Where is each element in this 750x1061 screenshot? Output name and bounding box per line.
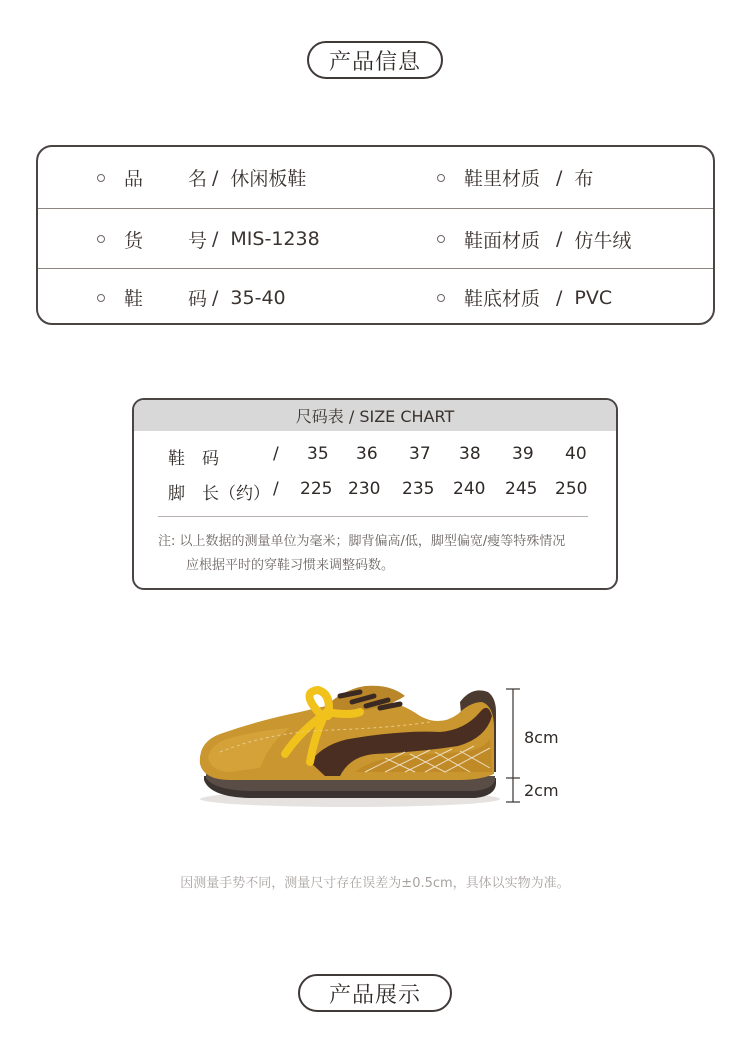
bullet-icon — [97, 174, 105, 182]
info-label: 鞋底材质 — [464, 288, 541, 310]
separator: / — [212, 228, 219, 250]
size-value: 38 — [459, 444, 481, 464]
info-label: 鞋 — [124, 288, 144, 310]
size-row-length — [134, 475, 616, 505]
size-value: 37 — [409, 444, 431, 464]
info-row — [38, 147, 713, 208]
info-cell-sole — [437, 269, 612, 325]
separator: / — [212, 166, 219, 189]
bullet-icon — [437, 294, 445, 302]
separator: / — [556, 228, 563, 250]
separator: / — [273, 479, 279, 499]
size-chart-note — [158, 530, 565, 578]
product-info-table — [36, 145, 715, 325]
info-cell-sku — [97, 209, 320, 269]
size-value: 35 — [307, 444, 329, 464]
size-row-label: 码 — [202, 449, 219, 469]
info-row — [38, 268, 713, 325]
bullet-icon — [97, 235, 105, 243]
info-label: 货 — [124, 229, 144, 252]
info-row — [38, 208, 713, 269]
size-value: 39 — [512, 444, 534, 464]
info-cell-name — [97, 147, 306, 208]
length-value: 240 — [453, 479, 486, 499]
separator: / — [212, 286, 219, 309]
info-value: PVC — [574, 286, 613, 309]
separator: / — [556, 286, 563, 309]
measurement-upper: 8cm — [524, 728, 559, 747]
size-row-code — [134, 440, 616, 470]
section-title-product-display: 产品展示 — [298, 974, 452, 1012]
length-value: 225 — [300, 479, 333, 499]
bullet-icon — [437, 235, 445, 243]
size-value: 40 — [565, 444, 587, 464]
note-line: 应根据平时的穿鞋习惯来调整码数。 — [186, 558, 395, 573]
info-value: MIS-1238 — [230, 228, 320, 250]
info-cell-size — [97, 269, 286, 325]
info-label: 名 — [188, 168, 208, 190]
note-line: 注: 以上数据的测量单位为毫米；脚背偏高/低，脚型偏宽/瘦等特殊情况 — [158, 534, 566, 549]
info-label: 码 — [188, 288, 208, 310]
size-row-label: 脚 — [168, 484, 185, 504]
info-value: 35-40 — [230, 286, 286, 309]
measurement-sole: 2cm — [524, 781, 559, 800]
length-value: 245 — [505, 479, 538, 499]
info-value: 休闲板鞋 — [230, 168, 307, 190]
separator: / — [556, 166, 563, 189]
info-label: 品 — [124, 168, 144, 190]
measurement-disclaimer: 因测量手势不同，测量尺寸存在误差为±0.5cm，具体以实物为准。 — [180, 876, 570, 891]
length-value: 250 — [555, 479, 588, 499]
info-value: 布 — [574, 168, 594, 190]
length-value: 235 — [402, 479, 435, 499]
info-cell-lining — [437, 147, 593, 208]
size-chart-title: 尺码表 / SIZE CHART — [134, 400, 616, 431]
info-label: 号 — [188, 229, 208, 252]
size-row-label: 长（约） — [202, 484, 270, 504]
info-cell-upper — [437, 209, 631, 269]
info-label: 鞋面材质 — [464, 229, 541, 252]
length-value: 230 — [348, 479, 381, 499]
product-shoe-image — [190, 672, 570, 817]
divider — [158, 516, 588, 517]
info-value: 仿牛绒 — [574, 229, 632, 252]
info-label: 鞋里材质 — [464, 168, 541, 190]
section-title-product-info: 产品信息 — [307, 41, 443, 79]
measurement-lines — [506, 689, 520, 802]
separator: / — [273, 444, 279, 464]
bullet-icon — [437, 174, 445, 182]
size-chart — [132, 398, 618, 590]
size-row-label: 鞋 — [168, 449, 185, 469]
size-value: 36 — [356, 444, 378, 464]
bullet-icon — [97, 294, 105, 302]
